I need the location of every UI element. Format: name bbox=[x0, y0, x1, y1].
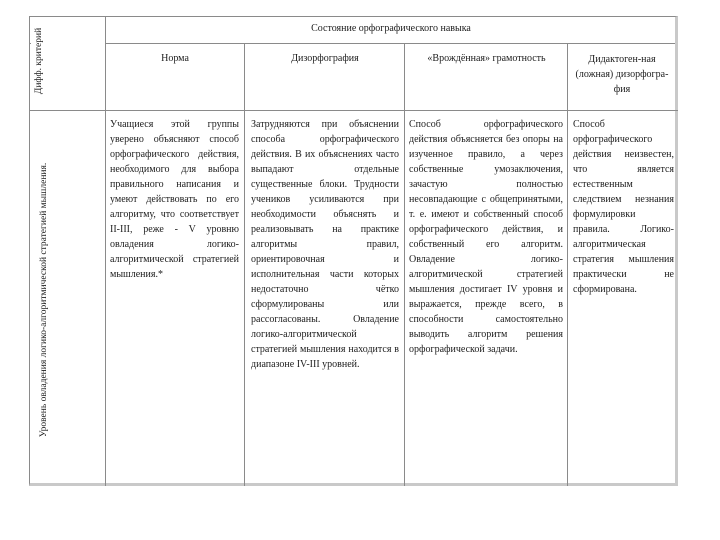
column-text-innate-literacy: Способ орфографического действия объясняется без опоры на изученное правило, а через собственные умозаключения, зачастую полностью несовпадающие с общепринятыми, т. е. имеют и собственный способ орфографического действия, и собственный его алгоритм. Овладение логико-алгоритмической стратегией мышления достигает IV уровня и выражается, прежде всего, в способности самостоятельно выводить алгоритм решения орфографической задачи. bbox=[409, 119, 563, 355]
corner-top-label: Дифф. критерий bbox=[34, 27, 44, 95]
col-divider-2 bbox=[244, 43, 245, 486]
col-divider-1 bbox=[105, 17, 106, 486]
main-header: Состояние орфографического навыка bbox=[311, 23, 471, 34]
column-header-dysorthography: Дизорфография bbox=[291, 53, 359, 64]
col-divider-3 bbox=[404, 43, 405, 486]
column-text-didactogenic: Способ орфографического действия неизвестен, что является естественным следствием незнания формулировки правила. Логико-алгоритмическая стратегия мышления практически не сформирована. bbox=[573, 119, 674, 295]
column-header-didactogenic: Дидактоген-ная (ложная) дизорфогра-фия bbox=[575, 54, 669, 95]
corner-side-label: Уровень овладения логико-алгоритмической стратегией мышления. bbox=[39, 162, 49, 438]
row-divider-header bbox=[29, 43, 31, 44]
column-header-norm: Норма bbox=[161, 53, 189, 64]
row-divider bbox=[29, 110, 678, 111]
column-header-innate-literacy: «Врождённая» грамотность bbox=[427, 53, 546, 64]
col-divider-4 bbox=[567, 43, 568, 486]
header-divider bbox=[105, 43, 675, 44]
column-text-norm: Учащиеся этой группы уверено объясняют способ орфографического действия, необходимого для выбора правильного написания и умеют действовать по его алгоритму, что соответствует II-III, реже - V уровню овладения логико-алгоритмической стратегией мышления.* bbox=[110, 119, 239, 280]
column-text-dysorthography: Затрудняются при объяснении способа орфографического действия. В их объяснениях часто выпадают отдельные существенные блоки. Трудности учеников усиливаются при необходимости объяснять и реализовывать на практике алгоритмы правил, ориентировочная и исполнительная части которых недостаточно чётко сформулированы или рассогласованы. Овладение логико-алгоритмической стратегией мышления находится в диапазоне IV-III уровней. bbox=[251, 119, 399, 370]
